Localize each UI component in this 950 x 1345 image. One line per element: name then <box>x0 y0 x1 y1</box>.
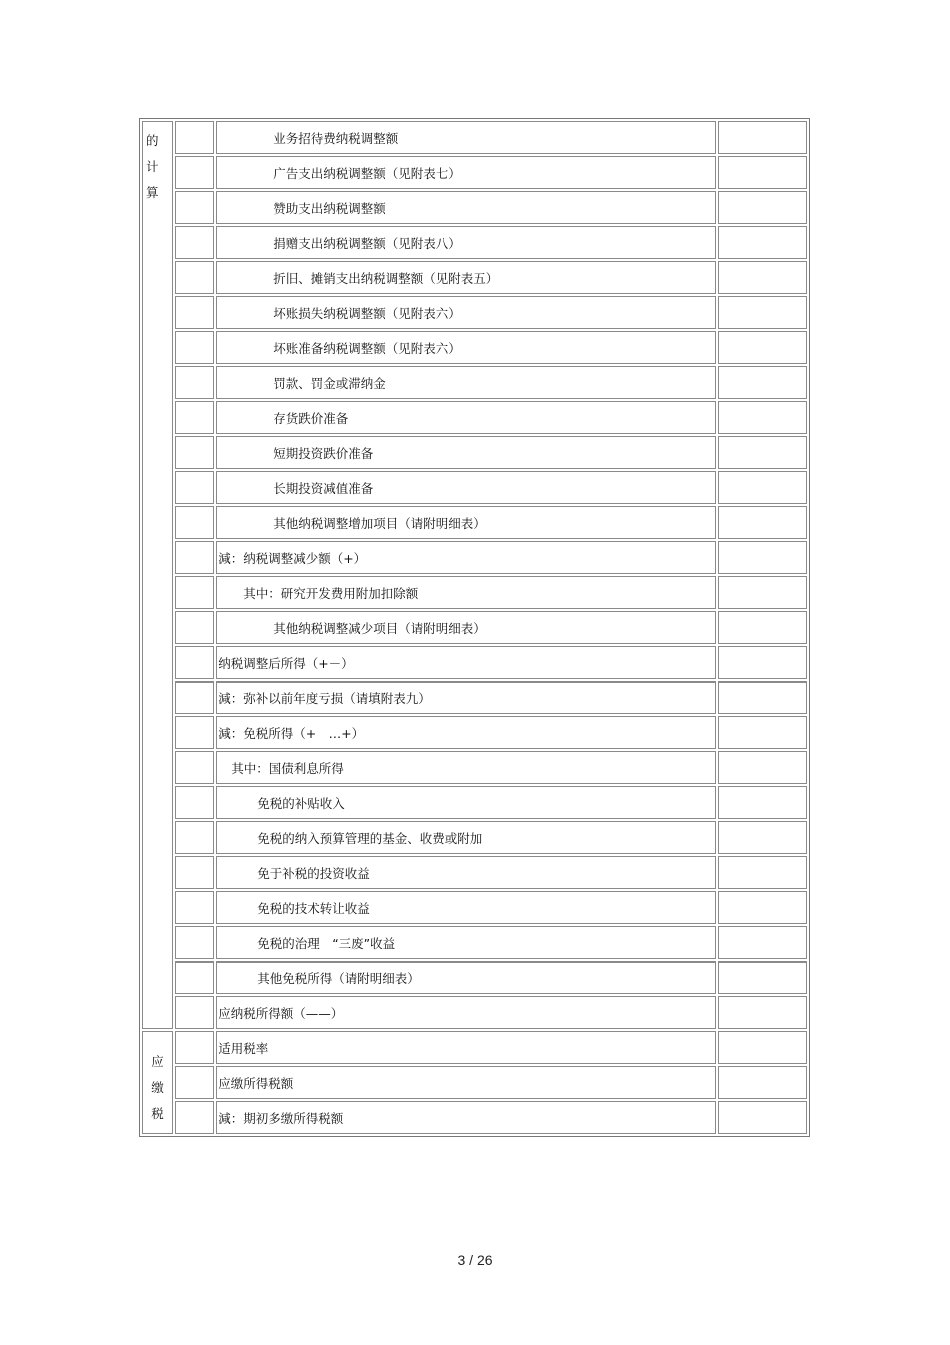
item-description-cell <box>216 716 716 749</box>
item-label: 坏账准备纳税调整额（见附表六） <box>273 341 461 356</box>
table-row <box>142 296 807 329</box>
item-description-cell <box>216 751 716 784</box>
amount-input-cell[interactable] <box>718 821 807 854</box>
row-number-cell[interactable] <box>175 156 214 189</box>
item-label: 免税的纳入预算管理的基金、收费或附加 <box>257 831 483 846</box>
row-number-cell[interactable] <box>175 926 214 959</box>
item-description-cell <box>216 576 716 609</box>
amount-input-cell[interactable] <box>718 506 807 539</box>
item-label: 折旧、摊销支出纳税调整额（见附表五） <box>273 271 499 286</box>
item-label: 赞助支出纳税调整额 <box>273 201 386 216</box>
item-label: 应缴所得税额 <box>218 1076 294 1091</box>
item-description-cell <box>216 331 716 364</box>
item-description-cell <box>216 156 716 189</box>
amount-input-cell[interactable] <box>718 331 807 364</box>
amount-input-cell[interactable] <box>718 926 807 959</box>
table-row <box>142 786 807 819</box>
row-number-cell[interactable] <box>175 681 214 714</box>
amount-input-cell[interactable] <box>718 436 807 469</box>
amount-input-cell[interactable] <box>718 856 807 889</box>
row-number-cell[interactable] <box>175 786 214 819</box>
table-row <box>142 191 807 224</box>
item-description-cell <box>216 646 716 679</box>
amount-input-cell[interactable] <box>718 261 807 294</box>
amount-input-cell[interactable] <box>718 1031 807 1064</box>
amount-input-cell[interactable] <box>718 786 807 819</box>
amount-input-cell[interactable] <box>718 121 807 154</box>
section-vertical-text <box>143 122 172 206</box>
row-number-cell[interactable] <box>175 471 214 504</box>
table-row <box>142 961 807 994</box>
item-label: 減：免税所得（+ …+） <box>218 726 365 741</box>
row-number-cell[interactable] <box>175 611 214 644</box>
row-number-cell[interactable] <box>175 506 214 539</box>
amount-input-cell[interactable] <box>718 156 807 189</box>
amount-input-cell[interactable] <box>718 751 807 784</box>
table-row <box>142 716 807 749</box>
table-row <box>142 681 807 714</box>
table-row <box>142 576 807 609</box>
row-number-cell[interactable] <box>175 366 214 399</box>
item-label: 捐赠支出纳税调整额（见附表八） <box>273 236 461 251</box>
amount-input-cell[interactable] <box>718 366 807 399</box>
table-row <box>142 996 807 1029</box>
amount-input-cell[interactable] <box>718 401 807 434</box>
item-label: 长期投资减值准备 <box>273 481 374 496</box>
amount-input-cell[interactable] <box>718 191 807 224</box>
row-number-cell[interactable] <box>175 331 214 364</box>
table-row <box>142 471 807 504</box>
item-label: 其他纳税调整减少项目（请附明细表） <box>273 621 486 636</box>
item-description-cell <box>216 996 716 1029</box>
row-number-cell[interactable] <box>175 1101 214 1134</box>
item-description-cell <box>216 121 716 154</box>
amount-input-cell[interactable] <box>718 996 807 1029</box>
section-label-tax-payable <box>142 1031 173 1134</box>
row-number-cell[interactable] <box>175 856 214 889</box>
item-label: 免税的治理 “三废”收益 <box>257 936 396 951</box>
table-row <box>142 751 807 784</box>
amount-input-cell[interactable] <box>718 891 807 924</box>
item-label: 其他纳税调整增加项目（请附明细表） <box>273 516 486 531</box>
amount-input-cell[interactable] <box>718 681 807 714</box>
row-number-cell[interactable] <box>175 716 214 749</box>
table-row <box>142 541 807 574</box>
item-label: 減：纳税调整减少额（+） <box>218 551 367 566</box>
section-char: 缴 <box>151 1079 164 1095</box>
table-row <box>142 156 807 189</box>
item-label: 其中：研究开发费用附加扣除额 <box>243 586 419 601</box>
item-label: 应纳税所得额（——） <box>218 1006 344 1021</box>
item-description-cell <box>216 681 716 714</box>
amount-input-cell[interactable] <box>718 1101 807 1134</box>
section-char: 的 <box>146 133 159 148</box>
item-description-cell <box>216 786 716 819</box>
item-description-cell <box>216 366 716 399</box>
item-description-cell <box>216 541 716 574</box>
amount-input-cell[interactable] <box>718 576 807 609</box>
item-label: 減：弥补以前年度亏损（请填附表九） <box>218 691 431 706</box>
table-row <box>142 891 807 924</box>
section-char: 应 <box>151 1053 164 1069</box>
amount-input-cell[interactable] <box>718 961 807 994</box>
item-label: 免税的技术转让收益 <box>257 901 370 916</box>
item-label: 其他免税所得（请附明细表） <box>257 971 420 986</box>
item-description-cell <box>216 226 716 259</box>
amount-input-cell[interactable] <box>718 296 807 329</box>
table-row <box>142 926 807 959</box>
table-body <box>142 121 807 1134</box>
section-char: 算 <box>146 185 159 200</box>
amount-input-cell[interactable] <box>718 541 807 574</box>
item-label: 其中：国债利息所得 <box>231 761 344 776</box>
item-description-cell <box>216 506 716 539</box>
item-description-cell <box>216 296 716 329</box>
item-label: 免于补税的投资收益 <box>257 866 370 881</box>
table-row <box>142 1066 807 1099</box>
amount-input-cell[interactable] <box>718 226 807 259</box>
item-description-cell <box>216 891 716 924</box>
item-label: 免税的补贴收入 <box>257 796 345 811</box>
table-row <box>142 506 807 539</box>
item-description-cell <box>216 856 716 889</box>
row-number-cell[interactable] <box>175 821 214 854</box>
amount-input-cell[interactable] <box>718 471 807 504</box>
item-description-cell <box>216 961 716 994</box>
tax-adjustment-table <box>139 118 810 1137</box>
item-description-cell <box>216 821 716 854</box>
item-description-cell <box>216 926 716 959</box>
item-description-cell <box>216 436 716 469</box>
item-description-cell <box>216 1101 716 1134</box>
row-number-cell[interactable] <box>175 296 214 329</box>
table-row <box>142 261 807 294</box>
row-number-cell[interactable] <box>175 261 214 294</box>
amount-input-cell[interactable] <box>718 716 807 749</box>
table-row <box>142 611 807 644</box>
amount-input-cell[interactable] <box>718 1066 807 1099</box>
item-description-cell <box>216 261 716 294</box>
item-label: 短期投资跌价准备 <box>273 446 374 461</box>
item-label: 坏账损失纳税调整额（见附表六） <box>273 306 461 321</box>
row-number-cell[interactable] <box>175 121 214 154</box>
table-row <box>142 366 807 399</box>
item-label: 业务招待费纳税调整额 <box>273 131 399 146</box>
section-char: 税 <box>151 1105 164 1121</box>
item-description-cell <box>216 611 716 644</box>
amount-input-cell[interactable] <box>718 646 807 679</box>
table-row <box>142 226 807 259</box>
row-number-cell[interactable] <box>175 961 214 994</box>
row-number-cell[interactable] <box>175 1031 214 1064</box>
item-label: 广告支出纳税调整额（见附表七） <box>273 166 461 181</box>
item-description-cell <box>216 471 716 504</box>
table-row <box>142 121 807 154</box>
row-number-cell[interactable] <box>175 646 214 679</box>
section-vertical-text <box>143 1039 172 1127</box>
item-description-cell <box>216 191 716 224</box>
row-number-cell[interactable] <box>175 996 214 1029</box>
item-description-cell <box>216 401 716 434</box>
row-number-cell[interactable] <box>175 891 214 924</box>
item-label: 減：期初多缴所得税额 <box>218 1111 344 1126</box>
item-label: 存货跌价准备 <box>273 411 349 426</box>
item-label: 适用税率 <box>218 1041 269 1056</box>
row-number-cell[interactable] <box>175 191 214 224</box>
row-number-cell[interactable] <box>175 226 214 259</box>
row-number-cell[interactable] <box>175 401 214 434</box>
table-row <box>142 856 807 889</box>
row-number-cell[interactable] <box>175 751 214 784</box>
section-char: 计 <box>146 159 159 174</box>
item-description-cell <box>216 1031 716 1064</box>
row-number-cell[interactable] <box>175 1066 214 1099</box>
row-number-cell[interactable] <box>175 576 214 609</box>
table-row <box>142 401 807 434</box>
page-number: 3 / 26 <box>457 1252 493 1268</box>
table-row <box>142 821 807 854</box>
item-description-cell <box>216 1066 716 1099</box>
table-row <box>142 646 807 679</box>
table-row <box>142 436 807 469</box>
table-row <box>142 1101 807 1134</box>
item-label: 纳税调整后所得（+－） <box>218 656 354 671</box>
section-label-calculation <box>142 121 173 1029</box>
item-label: 罚款、罚金或滞纳金 <box>273 376 386 391</box>
table-row <box>142 331 807 364</box>
table-row <box>142 1031 807 1064</box>
row-number-cell[interactable] <box>175 436 214 469</box>
row-number-cell[interactable] <box>175 541 214 574</box>
amount-input-cell[interactable] <box>718 611 807 644</box>
